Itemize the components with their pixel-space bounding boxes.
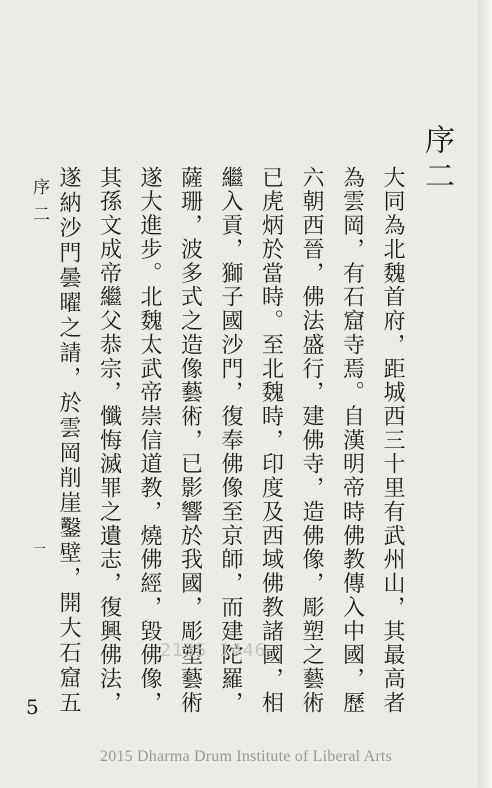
page-title: 序二	[419, 124, 454, 196]
running-head: 序二	[29, 178, 49, 232]
page-number: 5	[26, 695, 39, 719]
body-paragraph: 大同為北魏首府，距城西三十里有武州山，其最高者為雲岡，有石窟寺焉。自漢明帝時佛教傳入中國，歷六朝西晉，佛法盛行，建佛寺，造佛像，彫塑之藝術已虎炳於當時。至北魏時，印度及西域佛教諸國，相繼入貢，獅子國沙門，復奉佛像至京師，而建陀羅，薩珊，波多式之造像藝術，已影響於我國，彫塑藝術遂大進步。北魏太武帝崇信道教，燒佛經，毀佛像，其孫文成帝繼父恭宗，懺悔滅罪之遺志，復興佛法，遂納沙門曇曜之請，於雲岡削崖鑿壁，開大石窟五	[56, 166, 405, 714]
footer-watermark: 2015 Dharma Drum Institute of Liberal Arts	[100, 748, 392, 765]
page-edge	[478, 0, 492, 788]
scan-watermark: 2135 1446	[160, 640, 267, 661]
page-mark: 一	[33, 542, 47, 557]
body-text	[40, 166, 412, 714]
